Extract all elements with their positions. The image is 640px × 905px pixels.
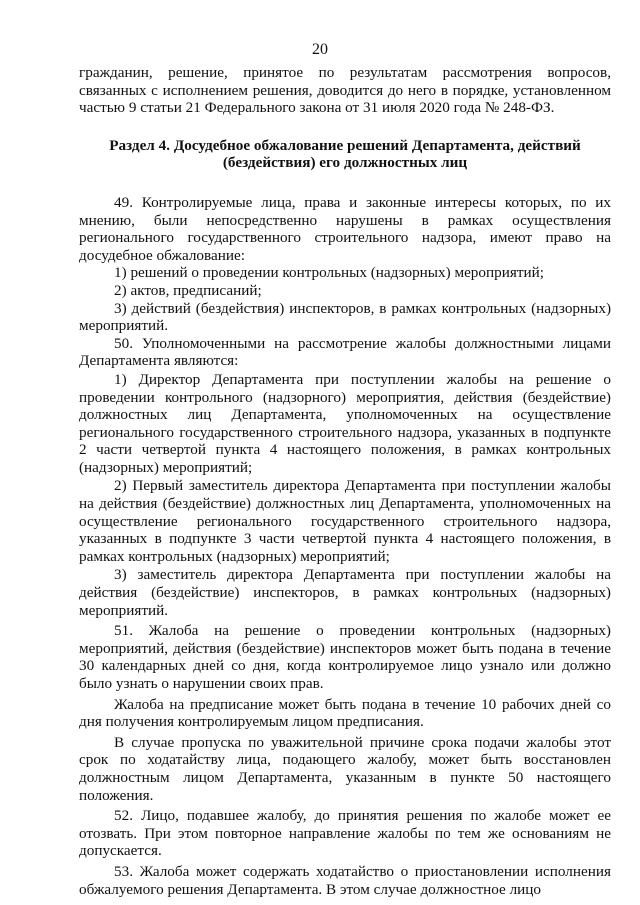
page-number: 20 [312,41,328,58]
section-title: Раздел 4. Досудебное обжалование решений Департамента, действий (бездействия) его должностных лиц [109,136,581,172]
list-item-49-2: 2) актов, предписаний; [114,281,262,299]
document-body [79,64,611,898]
paragraph-51-prescription: Жалоба на предписание может быть подана в течение 10 рабочих дней со дня получения контролируемым лицом предписания. [79,695,611,731]
list-item-50-3: 3) заместитель директора Департамента при поступлении жалобы на действия (бездействие) инспекторов, в рамках контрольных (надзорных) мероприятий. [79,566,611,619]
paragraph-53: 53. Жалоба может содержать ходатайство о приостановлении исполнения обжалуемого решения Департамента. В этом случае должностное лицо [79,862,611,898]
list-item-50-1: 1) Директор Департамента при поступлении жалобы на решение о проведении контрольного (надзорного) мероприятия, действия (бездействие) должностных лиц Департамента, уполномоченных на осуществление регионального государственного строительного надзора, указанных в подпункте 2 части четвертой пункта 4 настоящего положения, в рамках контрольных (надзорных) мероприятий; [79,370,611,476]
paragraph-50: 50. Уполномоченными на рассмотрение жалобы должностными лицами Департамента являются: [79,334,611,370]
paragraph-continuation: гражданин, решение, принятое по результатам рассмотрения вопросов, связанных с исполнением решения, доводится до него в порядке, установленном частью 9 статьи 21 Федерального закона от 31 июля 2020 года № 248-ФЗ. [79,64,611,117]
list-item-50-2: 2) Первый заместитель директора Департамента при поступлении жалобы на действия (бездействие) должностных лиц Департамента, уполномоченных на осуществление регионального государственного строительного надзора, указанных в подпункте 3 части четвертой пункта 4 настоящего положения, в рамках контрольных (надзорных) мероприятий; [79,477,611,565]
paragraph-49: 49. Контролируемые лица, права и законные интересы которых, по их мнению, были непосредственно нарушены в рамках осуществления регионального государственного строительного надзора, имеют право на досудебное обжалование: [79,193,611,264]
paragraph-51-deadline-restore: В случае пропуска по уважительной причине срока подачи жалобы этот срок по ходатайству лица, подающего жалобу, может быть восстановлен должностным лицом Департамента, указанным в пункте 50 настоящего положения. [79,733,611,804]
paragraph-51: 51. Жалоба на решение о проведении контрольных (надзорных) мероприятий, действия (бездействие) инспекторов может быть подана в течение 30 календарных дней со дня, когда контролируемое лицо узнало или должно было узнать о нарушении своих прав. [79,622,611,692]
paragraph-52: 52. Лицо, подавшее жалобу, до принятия решения по жалобе может ее отозвать. При этом повторное направление жалобы по тем же основаниям не допускается. [79,807,611,860]
list-item-49-1: 1) решений о проведении контрольных (надзорных) мероприятий; [114,264,544,282]
list-item-49-3: 3) действий (бездействия) инспекторов, в рамках контрольных (надзорных) мероприятий. [79,299,611,335]
